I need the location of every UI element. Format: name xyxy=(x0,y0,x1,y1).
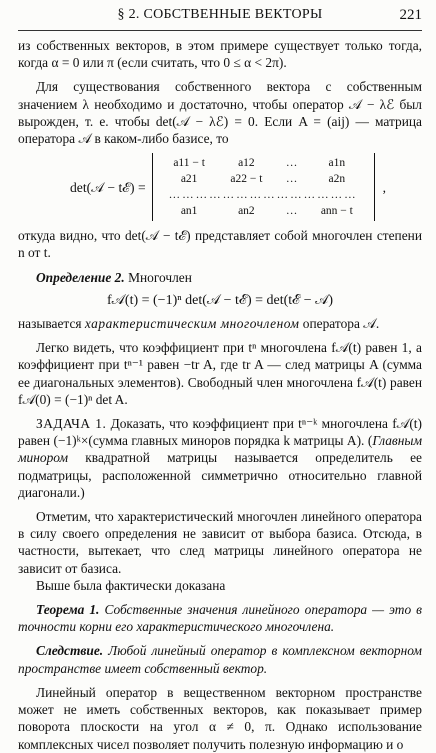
page-body xyxy=(18,37,422,753)
matrix-cell: … xyxy=(285,157,298,170)
determinant-lhs: det(𝒜 − tℰ) = xyxy=(70,179,146,195)
task-term: Главным минором xyxy=(18,433,422,466)
matrix-cell: a22 − t xyxy=(230,173,263,186)
page-number: 221 xyxy=(399,7,422,23)
determinant-matrix xyxy=(152,153,375,221)
paragraph-coefficients: Легко видеть, что коэффициент при tⁿ многочлена f𝒜(t) равен 1, а коэффициент при tⁿ⁻¹ равен −tr A, где tr A — след матрицы A (сумма ее диагональных элементов). Свободный член многочлена f𝒜(t) равен f𝒜(0) = (−1)ⁿ det A. xyxy=(18,340,422,407)
corollary xyxy=(18,642,422,676)
definition-label: Определение 2. xyxy=(36,269,125,285)
text-fragment: оператора 𝒜. xyxy=(299,316,380,332)
text-fragment: называется xyxy=(18,316,85,332)
section-title: § 2. СОБСТВЕННЫЕ ВЕКТОРЫ xyxy=(117,7,323,22)
theorem-text: Собственные значения линейного оператора — это в точности корни его характеристического многочлена. xyxy=(18,602,422,635)
matrix-cell: ann − t xyxy=(320,205,353,218)
matrix-row xyxy=(161,155,366,171)
corollary-text: Любой линейный оператор в комплексном векторном пространстве имеет собственный вектор. xyxy=(18,643,422,676)
matrix-cell: … xyxy=(285,173,298,186)
paragraph-called xyxy=(18,315,422,332)
matrix-cell: an1 xyxy=(180,205,198,218)
corollary-label: Следствие. xyxy=(36,643,104,659)
paragraph-continued: из собственных векторов, в этом примере существует только тогда, когда α = 0 или π (если считать, что 0 ≤ α < 2π). xyxy=(18,38,422,71)
paragraph-existence: Для существования собственного вектора с собственным значением λ необходимо и достаточно, чтобы оператор 𝒜 − λℰ был вырожден, т. е. чтобы det(𝒜 − λℰ) = 0. Если A = (aij) — матрица оператора 𝒜 в каком-либо базисе, то xyxy=(18,79,422,147)
definition-text: Многочлен xyxy=(128,269,192,285)
determinant-equation xyxy=(70,153,422,221)
matrix-row xyxy=(161,171,366,187)
matrix-cell: a21 xyxy=(180,173,198,186)
equation-comma: , xyxy=(382,179,387,195)
matrix-cell: … xyxy=(285,205,298,218)
matrix-row xyxy=(161,203,366,219)
definition xyxy=(18,269,422,286)
matrix-dots-row xyxy=(161,187,366,203)
task-label: ЗАДАЧА 1. xyxy=(36,416,107,432)
running-header xyxy=(18,0,422,31)
characteristic-polynomial-formula: f𝒜(t) = (−1)ⁿ det(𝒜 − tℰ) = det(tℰ − 𝒜) xyxy=(107,292,333,308)
paragraph-invariance: Отметим, что характеристический многочлен линейного оператора в силу своего определения не зависит от выбора базиса. Отсюда, в частности, вытекает, что след матрицы линейного оператора не зависит от базиса. xyxy=(18,509,422,576)
paragraph-real-space: Линейный оператор в вещественном векторном пространстве может не иметь собственных векторов, как показывает пример поворота плоскости на угол α ≠ 0, π. Однако использование комплексных чисел позволяет получить полезную информацию и о xyxy=(18,684,422,752)
defined-term: характеристическим многочленом xyxy=(84,316,300,332)
paragraph-degree: откуда видно, что det(𝒜 − tℰ) представляет собой многочлен степени n от t. xyxy=(18,228,422,261)
task-text: Доказать, что коэффициент при tⁿ⁻ᵏ многочлена f𝒜(t) равен (−1)ᵏ×(сумма главных миноров порядка k матрицы A). ( xyxy=(18,416,422,449)
theorem-label: Теорема 1. xyxy=(36,602,100,618)
matrix-cell: a1n xyxy=(328,157,346,170)
matrix-cell: a12 xyxy=(238,157,255,170)
matrix-cell: a11 − t xyxy=(173,157,205,170)
matrix-cell: a2n xyxy=(328,173,346,186)
task xyxy=(18,415,422,501)
matrix-dots: …………………………………… xyxy=(168,189,358,202)
task-rest: квадратной матрицы называется определитель ее подматрицы, расположенной симметрично относительно главной диагонали.) xyxy=(18,450,422,500)
paragraph-proved: Выше была фактически доказана xyxy=(36,577,226,593)
matrix-cell: an2 xyxy=(238,205,255,218)
theorem xyxy=(18,601,422,635)
